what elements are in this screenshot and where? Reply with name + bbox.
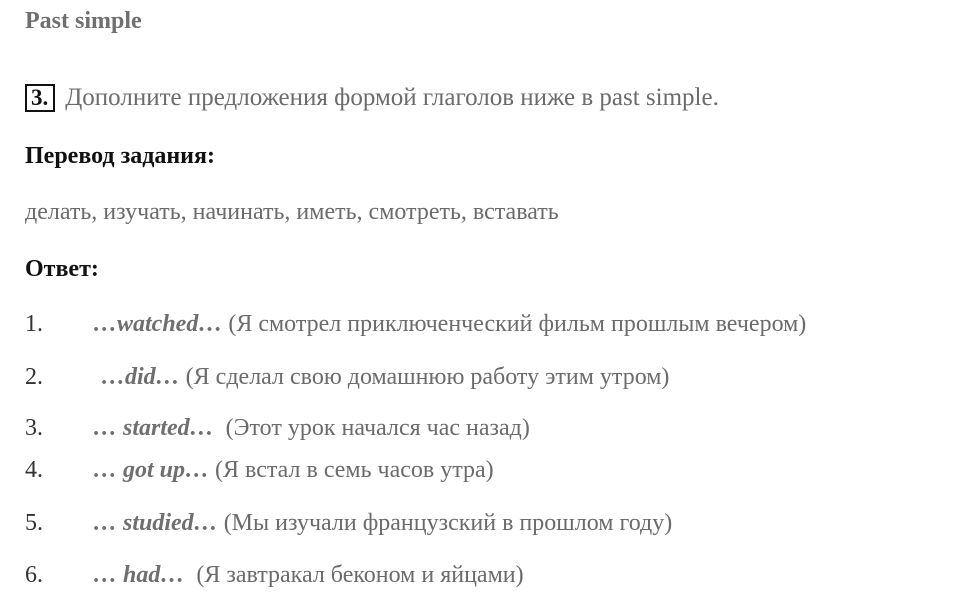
answer-item-2 xyxy=(25,364,669,391)
answer-number: 5. xyxy=(25,510,43,536)
answer-verb: …did… xyxy=(101,364,180,390)
answer-number: 1. xyxy=(25,311,43,337)
answer-translation: (Я встал в семь часов утра) xyxy=(215,457,494,483)
answer-verb: … had… xyxy=(93,562,185,588)
answer-translation: (Я завтракал беконом и яйцами) xyxy=(196,562,524,588)
answer-translation: (Я сделал свою домашнюю работу этим утром) xyxy=(185,364,670,390)
answer-verb: …watched… xyxy=(93,311,223,337)
task-instruction: Дополните предложения формой глаголов ниже в past simple. xyxy=(65,84,719,111)
translation-heading: Перевод задания: xyxy=(25,143,215,169)
answer-verb: … started… xyxy=(93,415,214,441)
answer-heading: Ответ: xyxy=(25,256,99,282)
answer-translation: (Этот урок начался час назад) xyxy=(225,415,530,441)
answer-number: 6. xyxy=(25,562,43,588)
answer-verb: … studied… xyxy=(93,510,218,536)
answer-translation: (Мы изучали французский в прошлом году) xyxy=(223,510,673,536)
task-number-box: 3. xyxy=(25,84,55,112)
answer-item-4 xyxy=(25,457,494,484)
verbs-line: делать, изучать, начинать, иметь, смотреть, вставать xyxy=(25,199,559,225)
task-instruction-row xyxy=(25,84,719,112)
answer-item-1 xyxy=(25,311,806,338)
answer-translation: (Я смотрел приключенческий фильм прошлым вечером) xyxy=(228,311,807,337)
answer-item-5 xyxy=(25,510,672,537)
answer-number: 2. xyxy=(25,364,43,390)
answer-item-3 xyxy=(25,415,530,442)
answer-number: 3. xyxy=(25,415,43,441)
answer-number: 4. xyxy=(25,457,43,483)
page-title: Past simple xyxy=(25,8,142,34)
answer-verb: … got up… xyxy=(93,457,210,483)
answer-item-6 xyxy=(25,562,524,589)
